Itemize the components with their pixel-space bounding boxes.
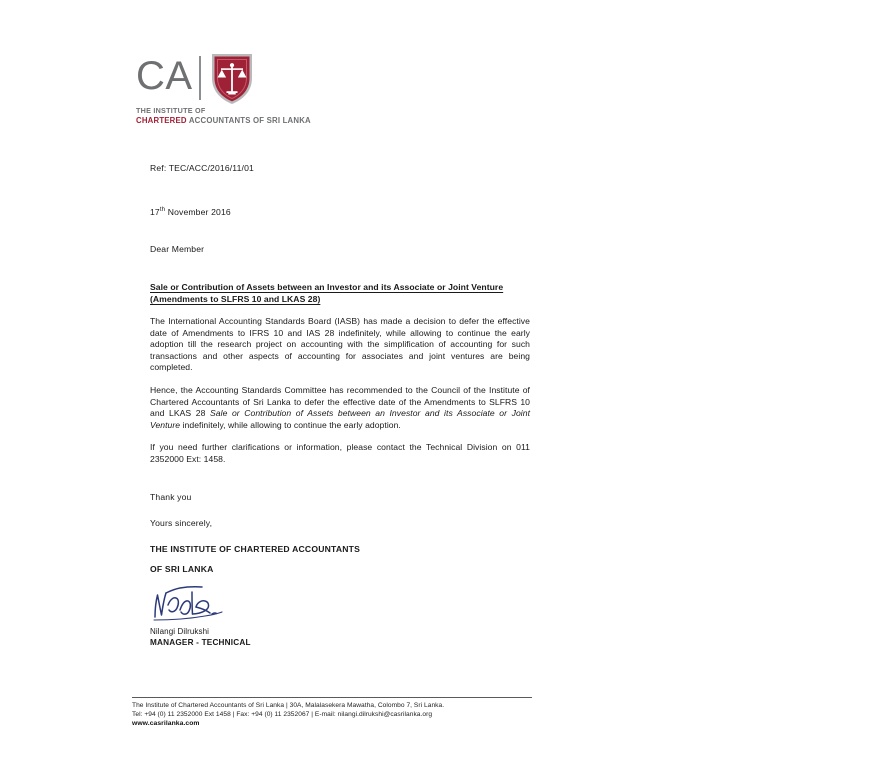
signer-name: Nilangi Dilrukshi	[150, 626, 210, 636]
institute-line-2-rest: ACCOUNTANTS OF SRI LANKA	[186, 115, 311, 125]
organization-name-line-1: THE INSTITUTE OF CHARTERED ACCOUNTANTS	[150, 543, 361, 554]
institute-wordmark	[136, 106, 396, 125]
sign-off-line: Yours sincerely,	[150, 517, 213, 528]
thank-you-line: Thank you	[150, 491, 192, 502]
letter-body	[150, 162, 530, 648]
signer-title: MANAGER - TECHNICAL	[150, 638, 251, 648]
date-month-year: November 2016	[165, 207, 231, 217]
paragraph-2-standard-title: Sale or Contribution of Assets between an Investor and its Associate or Joint Venture	[150, 408, 531, 430]
subject-line-2: (Amendments to SLFRS 10 and LKAS 28)	[150, 293, 321, 304]
footer-contact: Tel: +94 (0) 11 2352000 Ext 1458 | Fax: +94 (0) 11 2352067 | E-mail: nilangi.dilrukshi@casrilanka.org	[132, 711, 433, 719]
letter-date	[150, 206, 530, 218]
footer-website: www.casrilanka.com	[132, 720, 200, 728]
page-footer	[132, 697, 532, 729]
logo-divider	[199, 56, 201, 100]
footer-address: The Institute of Chartered Accountants of Sri Lanka | 30A, Malalasekera Mawatha, Colombo 7, Sri Lanka.	[132, 702, 445, 709]
paragraph-2-part-2: indefinitely, while allowing to continue the early adoption.	[180, 419, 401, 430]
institute-line-2-highlight: CHARTERED	[136, 115, 187, 125]
date-day: 17	[150, 207, 160, 217]
logo	[136, 52, 396, 104]
paragraph-2	[150, 385, 530, 431]
reference-number: Ref: TEC/ACC/2016/11/01	[150, 163, 254, 173]
institute-line-1: THE INSTITUTE OF	[136, 106, 206, 115]
ca-monogram: CA	[136, 54, 193, 98]
closing-block	[150, 491, 530, 649]
paragraph-1: The International Accounting Standards Board (IASB) has made a decision to defer the effective date of Amendments to IFRS 10 and IAS 28 indefinitely, while allowing to continue the early adoption till the research project on accounting with the simplification of accounting for such transactions and other aspects of accounting for associates and joint ventures are being completed.	[150, 316, 530, 373]
signature-image	[150, 583, 240, 627]
salutation: Dear Member	[150, 244, 205, 254]
shield-emblem-icon	[208, 50, 256, 106]
subject-heading	[150, 282, 530, 305]
footer-divider	[132, 697, 532, 698]
letterhead	[136, 52, 396, 125]
paragraph-3: If you need further clarifications or information, please contact the Technical Division on 011 2352000 Ext: 1458.	[150, 442, 530, 464]
institute-line-2	[136, 116, 396, 126]
organization-name	[150, 543, 530, 576]
subject-line-1: Sale or Contribution of Assets between an Investor and its Associate or Joint Venture	[150, 282, 504, 292]
date-ordinal-suffix: th	[159, 207, 166, 214]
organization-name-line-2: OF SRI LANKA	[150, 563, 214, 574]
paragraph-2-part-1: Hence, the Accounting Standards Committee has recommended to the Council of the Institute of Chartered Accountants of Sri Lanka to defer the effective date of the Amendments to SLFRS 10 and LKAS 28	[150, 384, 530, 419]
